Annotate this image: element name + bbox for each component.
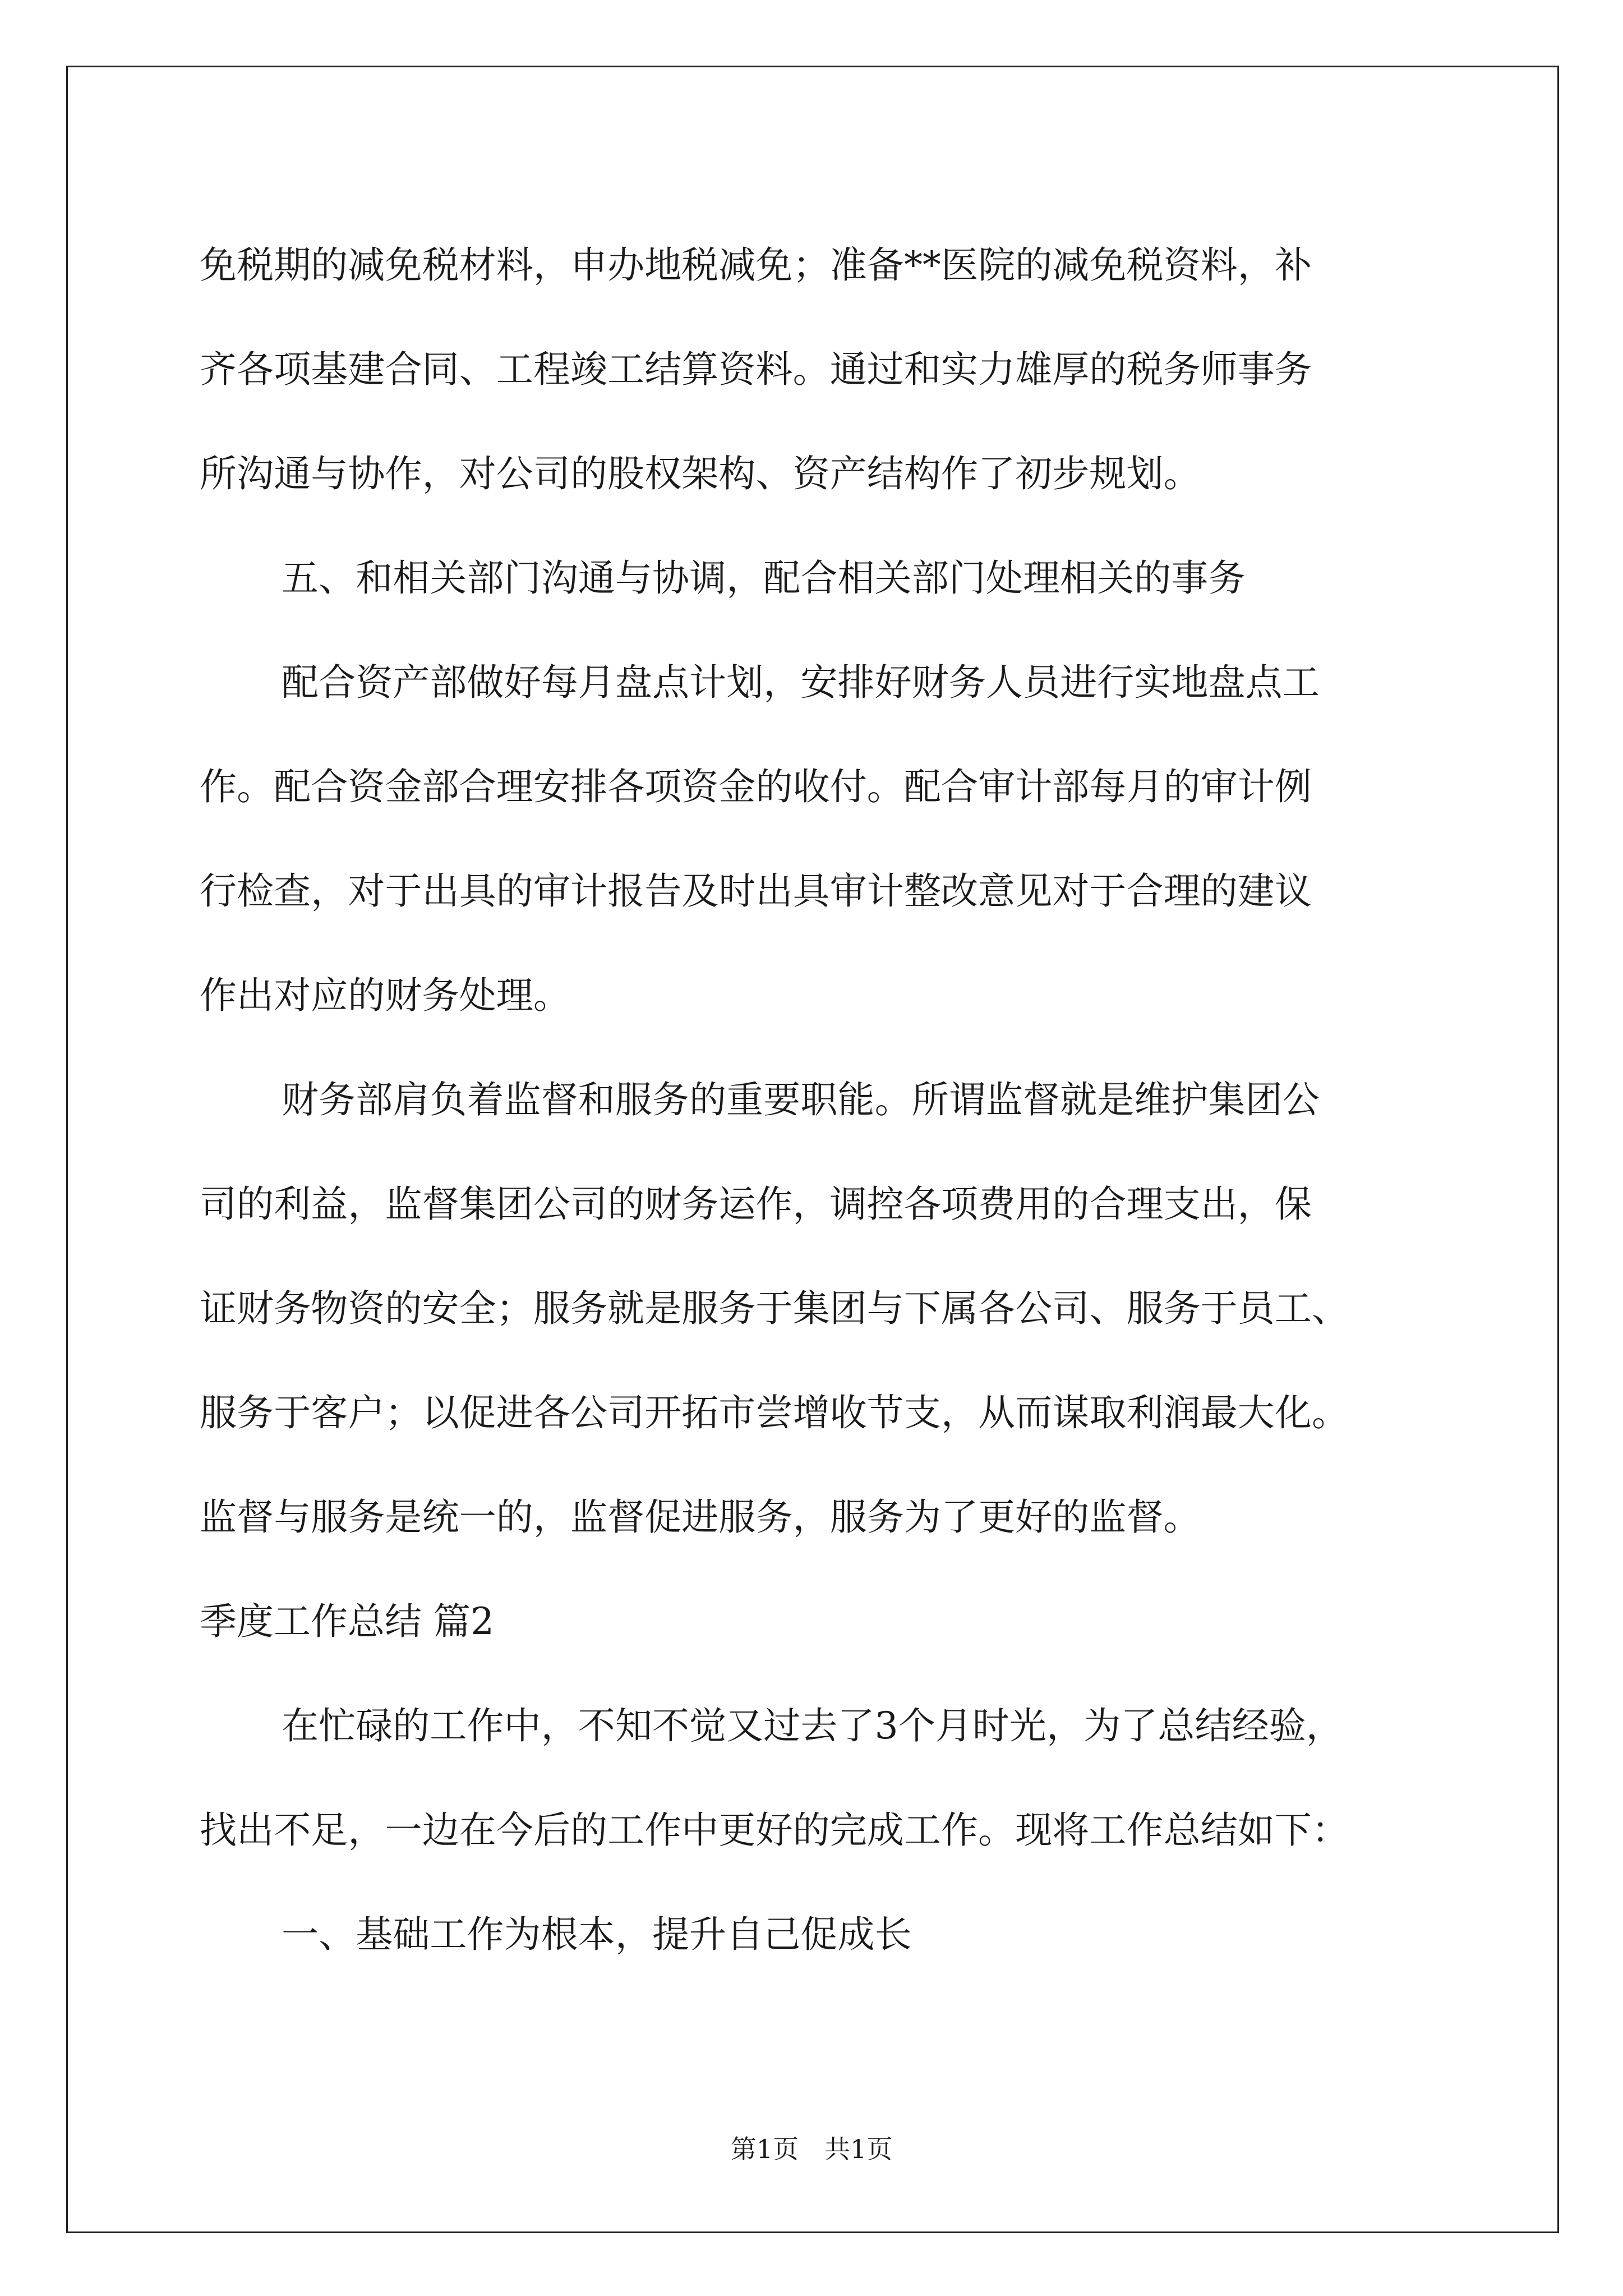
section-heading: 五、和相关部门沟通与协调，配合相关部门处理相关的事务 — [282, 556, 1246, 600]
body-line: 服务于客户；以促进各公司开拓市尝增收节支，从而谋取利润最大化。 — [200, 1391, 1349, 1434]
body-line: 作出对应的财务处理。 — [200, 974, 570, 1017]
body-line: 财务部肩负着监督和服务的重要职能。所谓监督就是维护集团公 — [282, 1078, 1320, 1121]
section-heading: 一、基础工作为根本，提升自己促成长 — [282, 1913, 912, 1956]
body-line: 配合资产部做好每月盘点计划，安排好财务人员进行实地盘点工 — [282, 661, 1320, 704]
body-line: 所沟通与协作，对公司的股权架构、资产结构作了初步规划。 — [200, 452, 1201, 495]
body-line: 免税期的减免税材料，申办地税减免；准备**医院的减免税资料，补 — [200, 243, 1312, 287]
body-line: 在忙碌的工作中，不知不觉又过去了3个月时光，为了总结经验， — [282, 1704, 1343, 1747]
body-line: 作。配合资金部合理安排各项资金的收付。配合审计部每月的审计例 — [200, 765, 1312, 808]
page-footer: 第1页 共1页 — [730, 2134, 893, 2164]
body-line: 证财务物资的安全；服务就是服务于集团与下属各公司、服务于员工、 — [200, 1287, 1349, 1330]
document-body — [200, 213, 1433, 1987]
body-line: 找出不足，一边在今后的工作中更好的完成工作。现将工作总结如下： — [200, 1809, 1349, 1852]
body-line: 司的利益，监督集团公司的财务运作，调控各项费用的合理支出，保 — [200, 1182, 1312, 1226]
article-title: 季度工作总结 篇2 — [200, 1600, 494, 1643]
body-line: 行检查，对于出具的审计报告及时出具审计整改意见对于合理的建议 — [200, 869, 1312, 913]
body-line: 齐各项基建合同、工程竣工结算资料。通过和实力雄厚的税务师事务 — [200, 348, 1312, 391]
body-line: 监督与服务是统一的，监督促进服务，服务为了更好的监督。 — [200, 1496, 1201, 1539]
